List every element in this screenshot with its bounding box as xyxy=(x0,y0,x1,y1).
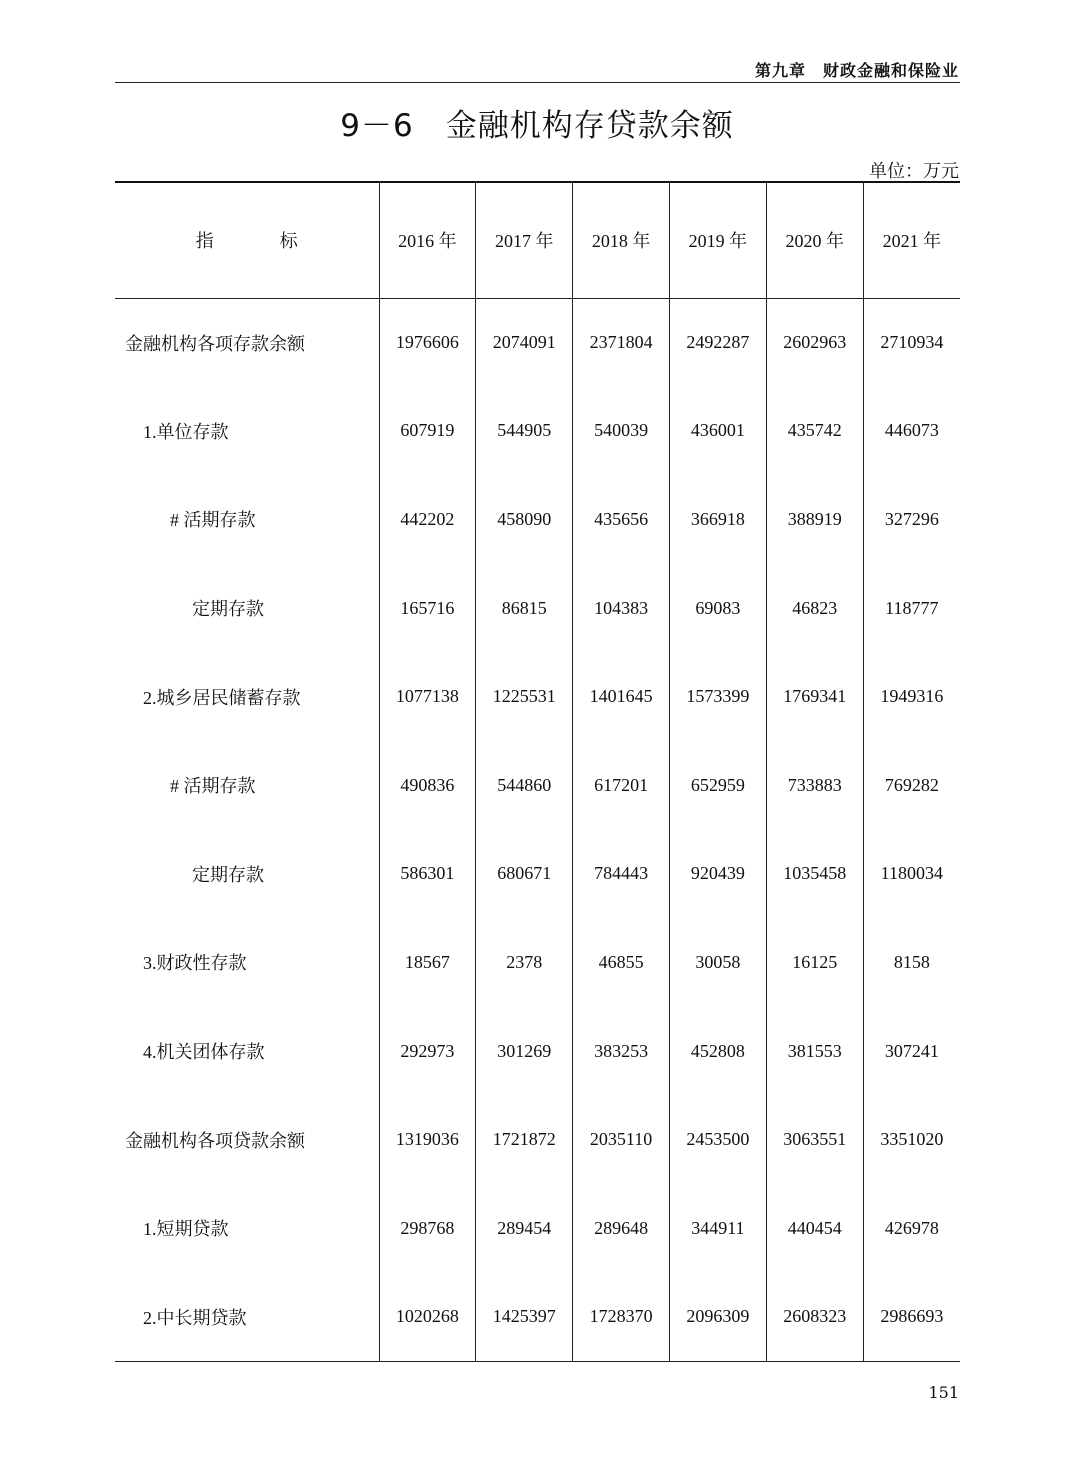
table-row xyxy=(115,475,960,564)
value-cell: 442202 xyxy=(379,475,476,564)
table-row xyxy=(115,387,960,476)
value-cell: 426978 xyxy=(863,1184,960,1273)
value-cell: 383253 xyxy=(573,1007,670,1096)
value-cell: 2074091 xyxy=(476,298,573,387)
value-cell: 446073 xyxy=(863,387,960,476)
row-label: 2.中长期贷款 xyxy=(115,1273,379,1362)
year-header: 2021 年 xyxy=(863,182,960,298)
value-cell: 104383 xyxy=(573,564,670,653)
header-divider xyxy=(115,82,960,83)
value-cell: 1769341 xyxy=(766,652,863,741)
row-label: 3.财政性存款 xyxy=(143,953,247,974)
value-cell: 440454 xyxy=(766,1184,863,1273)
table-row xyxy=(115,298,960,387)
table-row xyxy=(115,830,960,919)
value-cell: 327296 xyxy=(863,475,960,564)
page-title: 9－6 金融机构存贷款余额 xyxy=(340,108,734,144)
value-cell: 435656 xyxy=(573,475,670,564)
page-number: 151 xyxy=(928,1383,959,1402)
row-label: 定期存款 xyxy=(192,864,264,885)
year-header: 2016 年 xyxy=(379,182,476,298)
row-label: 4.机关团体存款 xyxy=(143,1042,265,1063)
value-cell: 3063551 xyxy=(766,1095,863,1184)
value-cell: 388919 xyxy=(766,475,863,564)
table-row xyxy=(115,1273,960,1362)
value-cell: 86815 xyxy=(476,564,573,653)
value-cell: 1077138 xyxy=(379,652,476,741)
value-cell: 1976606 xyxy=(379,298,476,387)
value-cell: 1728370 xyxy=(573,1273,670,1362)
value-cell: 544905 xyxy=(476,387,573,476)
value-cell: 1721872 xyxy=(476,1095,573,1184)
value-cell: 784443 xyxy=(573,830,670,919)
value-cell: 292973 xyxy=(379,1007,476,1096)
value-cell: 1180034 xyxy=(863,830,960,919)
value-cell: 1225531 xyxy=(476,652,573,741)
value-cell: 16125 xyxy=(766,918,863,1007)
value-cell: 307241 xyxy=(863,1007,960,1096)
value-cell: 452808 xyxy=(669,1007,766,1096)
row-label: 1.短期贷款 xyxy=(143,1219,229,1240)
value-cell: 289648 xyxy=(573,1184,670,1273)
value-cell: 165716 xyxy=(379,564,476,653)
value-cell: 435742 xyxy=(766,387,863,476)
row-label: 1.单位存款 xyxy=(143,421,229,442)
value-cell: 540039 xyxy=(573,387,670,476)
value-cell: 458090 xyxy=(476,475,573,564)
value-cell: 920439 xyxy=(669,830,766,919)
value-cell: 2492287 xyxy=(669,298,766,387)
table-body xyxy=(115,298,960,1361)
table-row xyxy=(115,652,960,741)
row-label: 金融机构各项贷款余额 xyxy=(125,1130,305,1151)
row-label: 2.城乡居民储蓄存款 xyxy=(143,687,301,708)
value-cell: 69083 xyxy=(669,564,766,653)
value-cell: 2371804 xyxy=(573,298,670,387)
value-cell: 1949316 xyxy=(863,652,960,741)
value-cell: 289454 xyxy=(476,1184,573,1273)
value-cell: 1319036 xyxy=(379,1095,476,1184)
deposit-loan-table xyxy=(115,181,960,1362)
chapter-header: 第九章 财政金融和保险业 xyxy=(754,61,959,80)
value-cell: 617201 xyxy=(573,741,670,830)
indicator-header-char: 标 xyxy=(279,231,298,252)
table-row xyxy=(115,564,960,653)
value-cell: 1401645 xyxy=(573,652,670,741)
table-header-row xyxy=(115,182,960,298)
value-cell: 1020268 xyxy=(379,1273,476,1362)
value-cell: 607919 xyxy=(379,387,476,476)
value-cell: 2986693 xyxy=(863,1273,960,1362)
value-cell: 2096309 xyxy=(669,1273,766,1362)
unit-label: 单位：万元 xyxy=(869,161,959,182)
value-cell: 344911 xyxy=(669,1184,766,1273)
value-cell: 490836 xyxy=(379,741,476,830)
year-header: 2017 年 xyxy=(476,182,573,298)
table-row xyxy=(115,741,960,830)
value-cell: 2378 xyxy=(476,918,573,1007)
value-cell: 2602963 xyxy=(766,298,863,387)
value-cell: 1425397 xyxy=(476,1273,573,1362)
value-cell: 18567 xyxy=(379,918,476,1007)
value-cell: 30058 xyxy=(669,918,766,1007)
value-cell: 118777 xyxy=(863,564,960,653)
value-cell: 46855 xyxy=(573,918,670,1007)
value-cell: 46823 xyxy=(766,564,863,653)
value-cell: 1573399 xyxy=(669,652,766,741)
row-label: 金融机构各项存款余额 xyxy=(125,333,305,354)
table-row xyxy=(115,918,960,1007)
value-cell: 2035110 xyxy=(573,1095,670,1184)
year-header: 2020 年 xyxy=(766,182,863,298)
value-cell: 1035458 xyxy=(766,830,863,919)
row-label: # 活期存款 xyxy=(170,510,256,531)
row-label: 定期存款 xyxy=(192,599,264,620)
year-header: 2018 年 xyxy=(573,182,670,298)
value-cell: 301269 xyxy=(476,1007,573,1096)
value-cell: 3351020 xyxy=(863,1095,960,1184)
value-cell: 733883 xyxy=(766,741,863,830)
value-cell: 436001 xyxy=(669,387,766,476)
value-cell: 366918 xyxy=(669,475,766,564)
value-cell: 298768 xyxy=(379,1184,476,1273)
value-cell: 381553 xyxy=(766,1007,863,1096)
value-cell: 2608323 xyxy=(766,1273,863,1362)
table-row xyxy=(115,1007,960,1096)
year-header: 2019 年 xyxy=(669,182,766,298)
value-cell: 769282 xyxy=(863,741,960,830)
value-cell: 8158 xyxy=(863,918,960,1007)
value-cell: 544860 xyxy=(476,741,573,830)
indicator-header xyxy=(115,182,379,298)
value-cell: 652959 xyxy=(669,741,766,830)
row-label: # 活期存款 xyxy=(170,776,256,797)
table-row xyxy=(115,1095,960,1184)
table-row xyxy=(115,1184,960,1273)
value-cell: 680671 xyxy=(476,830,573,919)
indicator-header-char: 指 xyxy=(195,231,214,252)
value-cell: 2710934 xyxy=(863,298,960,387)
value-cell: 586301 xyxy=(379,830,476,919)
value-cell: 2453500 xyxy=(669,1095,766,1184)
